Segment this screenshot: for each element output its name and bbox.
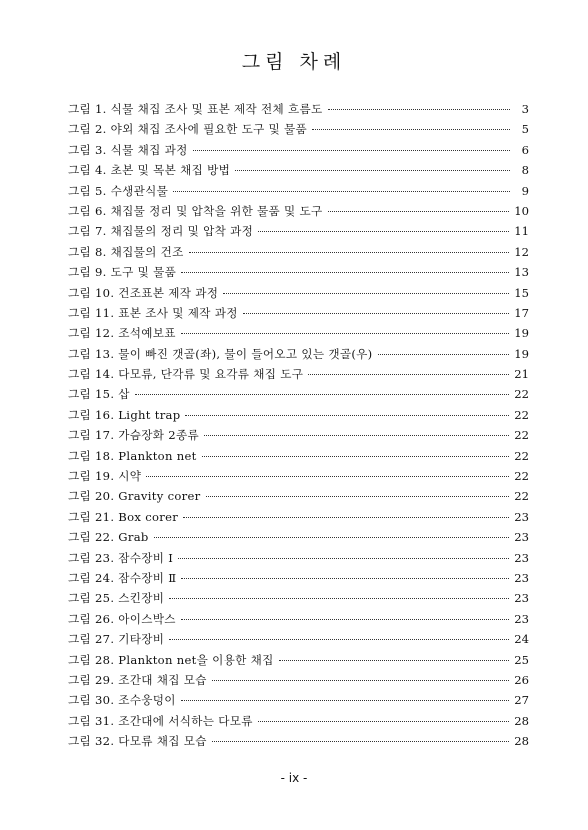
toc-entry-page: 22 [514,387,529,402]
toc-entry-label: 그림 2. 야외 채집 조사에 필요한 도구 및 물품 [68,122,308,137]
toc-entry-label: 그림 6. 채집물 정리 및 압착을 위한 물품 및 도구 [68,203,323,218]
toc-entry-label: 그림 27. 기타장비 [68,632,165,647]
toc-entry [68,527,529,547]
toc-entry-page: 21 [514,367,529,382]
toc-entry-label: 그림 18. Plankton net [68,448,197,463]
toc-entry [68,507,529,527]
toc-entry [68,364,529,384]
toc-entry [68,690,529,710]
dot-leader [235,162,510,171]
dot-leader [181,264,509,273]
dot-leader [212,672,509,681]
toc-entry-label: 그림 29. 조간대 채집 모습 [68,672,207,687]
toc-entry [68,711,529,731]
dot-leader [173,183,510,192]
toc-entry [68,384,529,404]
toc-entry-page: 6 [521,142,529,157]
dot-leader [193,142,510,151]
toc-entry-label: 그림 7. 채집물의 정리 및 압착 과정 [68,224,254,239]
toc-entry [68,99,529,119]
toc-entry-page: 3 [521,102,529,116]
toc-entry [68,181,529,201]
toc-entry [68,548,529,568]
toc-entry [68,425,529,445]
toc-entry-page: 8 [521,163,529,178]
toc-entry-page: 9 [521,183,529,198]
dot-leader [189,244,510,253]
dot-leader [312,121,510,130]
dot-leader [181,692,509,701]
toc-entry-page: 27 [514,693,529,708]
dot-leader [258,223,509,232]
toc-entry [68,221,529,241]
dot-leader [212,733,509,742]
page-number-footer: - ix - [280,771,308,785]
dot-leader [328,203,510,212]
toc-entry [68,486,529,506]
toc-entry [68,731,529,751]
toc-entry [68,344,529,364]
toc-entry [68,466,529,486]
dot-leader [135,386,509,395]
dot-leader [178,550,509,559]
toc-entry [68,629,529,649]
toc-entry-page: 19 [514,346,529,361]
dot-leader [258,713,509,722]
toc-entry [68,588,529,608]
toc-entry-label: 그림 4. 초본 및 목본 채집 방법 [68,163,231,178]
toc-entry-page: 13 [514,265,529,280]
toc-entry-page: 23 [514,591,529,606]
toc-entry [68,283,529,303]
dot-leader [181,570,509,579]
toc-entry-label: 그림 17. 가슴장화 2종류 [68,428,199,443]
toc-entry [68,140,529,160]
toc-entry [68,405,529,425]
dot-leader [328,101,510,110]
toc-entry [68,568,529,588]
dot-leader [154,529,510,538]
toc-entry-page: 26 [514,672,529,687]
toc-entry [68,446,529,466]
toc-entry-label: 그림 26. 아이스박스 [68,611,176,626]
toc-entry-label: 그림 32. 다모류 채집 모습 [68,734,207,749]
toc-entry-label: 그림 23. 잠수장비 Ⅰ [68,550,174,565]
dot-leader [146,468,509,477]
toc-entry-label: 그림 24. 잠수장비 Ⅱ [68,570,177,585]
dot-leader [308,366,509,375]
toc-entry-page: 5 [521,122,529,137]
toc-entry-page: 23 [514,530,529,545]
toc-entry-page: 19 [514,326,529,341]
dot-leader [202,448,510,457]
dot-leader [185,407,509,416]
toc-entry-label: 그림 9. 도구 및 물품 [68,265,177,280]
toc-entry-page: 10 [514,203,529,218]
toc-entry-label: 그림 3. 식물 채집 과정 [68,142,188,157]
toc-entry-label: 그림 1. 식물 채집 조사 및 표본 제작 전체 흐름도 [68,102,323,116]
toc-entry [68,303,529,323]
toc-entry-page: 11 [514,224,529,239]
toc-entry-label: 그림 31. 조간대에 서식하는 다모류 [68,713,253,728]
toc-entry-page: 23 [514,550,529,565]
toc-entry-label: 그림 30. 조수웅덩이 [68,693,176,708]
toc-entry-label: 그림 13. 물이 빠진 갯골(좌), 물이 들어오고 있는 갯골(우) [68,346,373,361]
dot-leader [181,325,509,334]
toc-entry-page: 28 [514,734,529,749]
toc-entry-label: 그림 11. 표본 조사 및 제작 과정 [68,305,238,320]
toc-entry-label: 그림 12. 조석예보표 [68,326,176,341]
toc-entry-page: 22 [514,428,529,443]
dot-leader [279,652,510,661]
toc-entry [68,201,529,221]
toc-entry-label: 그림 10. 건조표본 제작 과정 [68,285,219,300]
toc-entry-page: 24 [514,632,529,647]
toc-entry-page: 22 [514,469,529,484]
dot-leader [181,611,509,620]
toc-entry-page: 22 [514,489,529,504]
dot-leader [204,427,509,436]
toc-entry [68,323,529,343]
toc-entry [68,262,529,282]
toc-entry-label: 그림 16. Light trap [68,407,181,422]
toc-entry-page: 17 [514,305,529,320]
toc-entry [68,609,529,629]
dot-leader [169,631,509,640]
toc-entry-page: 15 [514,285,529,300]
page-title: 그림 차례 [241,51,347,73]
dot-leader [183,509,509,518]
toc-entry-page: 23 [514,611,529,626]
toc-entry-label: 그림 21. Box corer [68,509,179,524]
toc-entry-page: 28 [514,713,529,728]
dot-leader [169,590,509,599]
toc-entry-label: 그림 5. 수생관식물 [68,183,169,198]
toc-entry-label: 그림 20. Gravity corer [68,489,201,504]
toc-entry-page: 23 [514,570,529,585]
toc-entry-page: 23 [514,509,529,524]
toc-entry-page: 25 [514,652,529,667]
toc-entry [68,650,529,670]
figure-list [68,99,529,752]
toc-entry-page: 12 [514,244,529,259]
dot-leader [223,285,509,294]
toc-entry-label: 그림 19. 시약 [68,469,142,484]
toc-entry [68,160,529,180]
toc-entry-label: 그림 14. 다모류, 단각류 및 요각류 채집 도구 [68,367,304,382]
toc-entry [68,119,529,139]
toc-entry-label: 그림 25. 스킨장비 [68,591,165,606]
toc-entry [68,242,529,262]
dot-leader [378,346,510,355]
toc-entry [68,670,529,690]
dot-leader [243,305,509,314]
toc-entry-page: 22 [514,448,529,463]
toc-entry-label: 그림 8. 채집물의 건조 [68,244,184,259]
toc-entry-label: 그림 28. Plankton net을 이용한 채집 [68,652,274,667]
toc-entry-label: 그림 15. 삽 [68,387,130,402]
dot-leader [206,488,510,497]
toc-entry-page: 22 [514,407,529,422]
toc-entry-label: 그림 22. Grab [68,530,149,545]
